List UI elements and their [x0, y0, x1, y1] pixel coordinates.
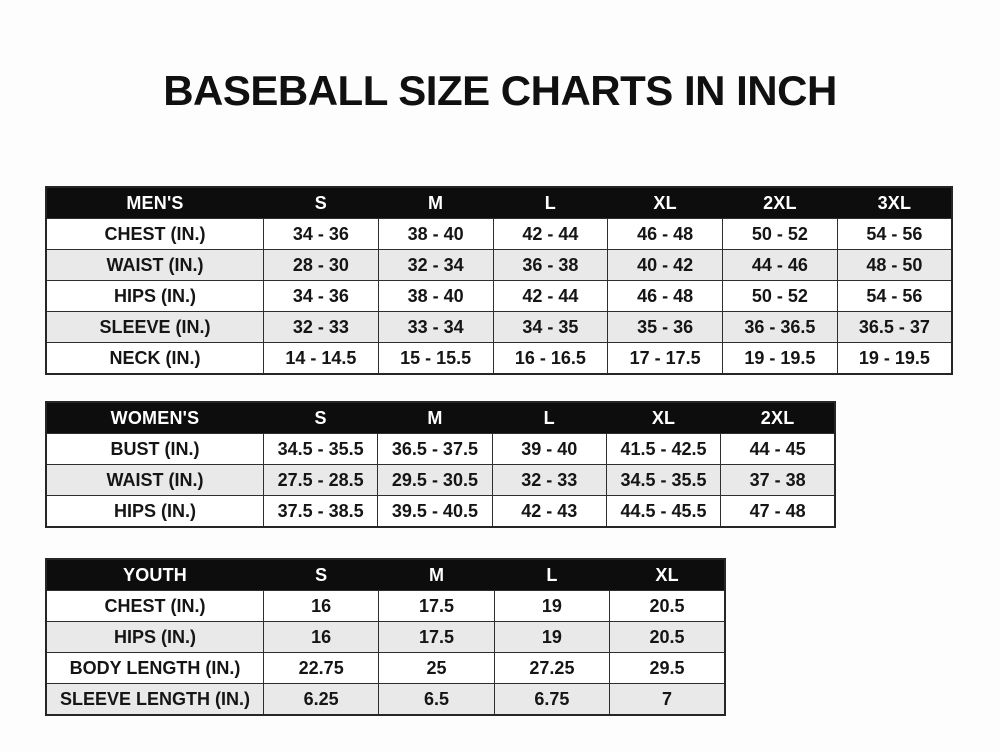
size-column-header: M: [378, 402, 492, 434]
size-value-cell: 34 - 36: [264, 281, 379, 312]
size-value-cell: 17 - 17.5: [608, 343, 723, 375]
size-value-cell: 16: [264, 622, 379, 653]
size-value-cell: 7: [610, 684, 725, 716]
table-row: [46, 653, 725, 684]
size-value-cell: 36.5 - 37.5: [378, 434, 492, 465]
table-row: [46, 684, 725, 716]
table-row: [46, 219, 952, 250]
measurement-row-label: HIPS (IN.): [46, 281, 264, 312]
size-column-header: 3XL: [837, 187, 952, 219]
size-value-cell: 34.5 - 35.5: [606, 465, 720, 496]
measurement-row-label: SLEEVE (IN.): [46, 312, 264, 343]
size-value-cell: 46 - 48: [608, 219, 723, 250]
size-value-cell: 27.25: [494, 653, 609, 684]
measurement-row-label: NECK (IN.): [46, 343, 264, 375]
size-value-cell: 29.5: [610, 653, 725, 684]
size-column-header: M: [379, 559, 494, 591]
table-row: [46, 434, 835, 465]
size-value-cell: 44.5 - 45.5: [606, 496, 720, 528]
size-value-cell: 36.5 - 37: [837, 312, 952, 343]
size-value-cell: 25: [379, 653, 494, 684]
table-row: [46, 591, 725, 622]
size-value-cell: 17.5: [379, 591, 494, 622]
size-value-cell: 32 - 34: [378, 250, 493, 281]
table-row: [46, 622, 725, 653]
youth-size-table: [45, 558, 726, 716]
table-row: [46, 496, 835, 528]
measurement-row-label: CHEST (IN.): [46, 591, 264, 622]
size-column-header: M: [378, 187, 493, 219]
size-value-cell: 54 - 56: [837, 219, 952, 250]
size-value-cell: 44 - 46: [723, 250, 838, 281]
size-value-cell: 47 - 48: [721, 496, 835, 528]
size-value-cell: 39.5 - 40.5: [378, 496, 492, 528]
size-value-cell: 27.5 - 28.5: [264, 465, 378, 496]
size-column-header: 2XL: [723, 187, 838, 219]
size-value-cell: 16: [264, 591, 379, 622]
size-value-cell: 33 - 34: [378, 312, 493, 343]
table-group-title: YOUTH: [46, 559, 264, 591]
measurement-row-label: HIPS (IN.): [46, 496, 264, 528]
size-column-header: L: [492, 402, 606, 434]
size-value-cell: 34 - 35: [493, 312, 608, 343]
size-value-cell: 48 - 50: [837, 250, 952, 281]
size-column-header: S: [264, 187, 379, 219]
size-value-cell: 42 - 43: [492, 496, 606, 528]
size-value-cell: 50 - 52: [723, 281, 838, 312]
measurement-row-label: SLEEVE LENGTH (IN.): [46, 684, 264, 716]
size-value-cell: 15 - 15.5: [378, 343, 493, 375]
size-value-cell: 38 - 40: [378, 219, 493, 250]
size-value-cell: 39 - 40: [492, 434, 606, 465]
size-value-cell: 34.5 - 35.5: [264, 434, 378, 465]
size-value-cell: 36 - 36.5: [723, 312, 838, 343]
mens-size-table: [45, 186, 953, 375]
size-value-cell: 54 - 56: [837, 281, 952, 312]
size-value-cell: 19 - 19.5: [837, 343, 952, 375]
size-value-cell: 19: [494, 622, 609, 653]
size-value-cell: 40 - 42: [608, 250, 723, 281]
size-value-cell: 20.5: [610, 591, 725, 622]
size-tables-container: [45, 186, 1000, 716]
size-value-cell: 29.5 - 30.5: [378, 465, 492, 496]
size-value-cell: 22.75: [264, 653, 379, 684]
table-row: [46, 281, 952, 312]
table-group-title: WOMEN'S: [46, 402, 264, 434]
size-value-cell: 42 - 44: [493, 281, 608, 312]
size-value-cell: 34 - 36: [264, 219, 379, 250]
womens-size-table: [45, 401, 836, 528]
size-column-header: S: [264, 402, 378, 434]
size-value-cell: 17.5: [379, 622, 494, 653]
size-value-cell: 28 - 30: [264, 250, 379, 281]
size-value-cell: 6.5: [379, 684, 494, 716]
size-value-cell: 6.75: [494, 684, 609, 716]
size-value-cell: 44 - 45: [721, 434, 835, 465]
measurement-row-label: WAIST (IN.): [46, 250, 264, 281]
size-value-cell: 38 - 40: [378, 281, 493, 312]
table-group-title: MEN'S: [46, 187, 264, 219]
measurement-row-label: HIPS (IN.): [46, 622, 264, 653]
size-value-cell: 46 - 48: [608, 281, 723, 312]
size-value-cell: 37.5 - 38.5: [264, 496, 378, 528]
size-column-header: XL: [608, 187, 723, 219]
measurement-row-label: WAIST (IN.): [46, 465, 264, 496]
size-value-cell: 19 - 19.5: [723, 343, 838, 375]
measurement-row-label: BUST (IN.): [46, 434, 264, 465]
measurement-row-label: BODY LENGTH (IN.): [46, 653, 264, 684]
size-value-cell: 32 - 33: [492, 465, 606, 496]
size-value-cell: 41.5 - 42.5: [606, 434, 720, 465]
size-column-header: 2XL: [721, 402, 835, 434]
size-value-cell: 36 - 38: [493, 250, 608, 281]
size-value-cell: 6.25: [264, 684, 379, 716]
measurement-row-label: CHEST (IN.): [46, 219, 264, 250]
size-value-cell: 35 - 36: [608, 312, 723, 343]
size-column-header: S: [264, 559, 379, 591]
table-header-row: [46, 559, 725, 591]
size-column-header: L: [494, 559, 609, 591]
size-value-cell: 32 - 33: [264, 312, 379, 343]
size-value-cell: 14 - 14.5: [264, 343, 379, 375]
table-row: [46, 312, 952, 343]
size-value-cell: 16 - 16.5: [493, 343, 608, 375]
size-value-cell: 42 - 44: [493, 219, 608, 250]
table-row: [46, 343, 952, 375]
size-value-cell: 19: [494, 591, 609, 622]
table-row: [46, 250, 952, 281]
size-value-cell: 37 - 38: [721, 465, 835, 496]
size-value-cell: 20.5: [610, 622, 725, 653]
size-column-header: XL: [606, 402, 720, 434]
table-header-row: [46, 402, 835, 434]
size-value-cell: 50 - 52: [723, 219, 838, 250]
size-column-header: L: [493, 187, 608, 219]
size-column-header: XL: [610, 559, 725, 591]
table-row: [46, 465, 835, 496]
page-title: BASEBALL SIZE CHARTS IN INCH: [163, 67, 837, 114]
table-header-row: [46, 187, 952, 219]
